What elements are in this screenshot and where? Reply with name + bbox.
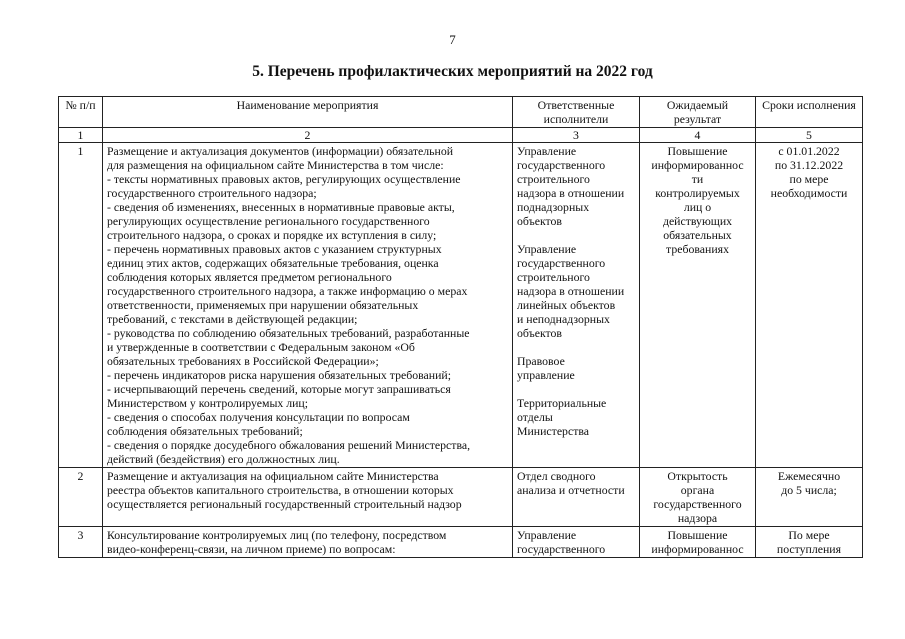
measure-text-line: - перечень индикаторов риска нарушения обязательных требований; [107,368,451,382]
measure-text-line: государственного строительного надзора, а также информацию о мерах [107,284,468,298]
group-spacer [517,228,635,242]
column-number: 5 [756,128,863,143]
result-text-line: действующих [662,214,733,228]
measure-text-line: Министерством у контролируемых лиц; [107,396,309,410]
deadline-text-line: с 01.01.2022 [778,144,840,158]
group-spacer [517,340,635,354]
measure-text-line: - сведения о способах получения консультации по вопросам [107,410,410,424]
column-number: 4 [640,128,756,143]
measure-text-line: - сведения о порядке досудебного обжалования решений Министерства, [107,438,471,452]
header-executors: Ответственные исполнители [513,97,640,128]
measure-text-line: - исчерпывающий перечень сведений, которые могут запрашиваться [107,382,451,396]
measure-text-line: Размещение и актуализация документов (информации) обязательной [107,144,454,158]
expected-result-cell [640,468,756,527]
measure-text-line: осуществляется региональный государственный строительный надзор [107,497,462,511]
measure-text-line: - руководства по соблюдению обязательных требований, разработанные [107,326,470,340]
table-row [59,468,863,527]
executor-text-line: Управление [517,144,577,158]
measure-text-line: действий (бездействия) его должностных лиц. [107,452,340,466]
executor-text-line: строительного [517,270,590,284]
header-deadline: Сроки исполнения [756,97,863,128]
result-text-line: надзора [677,511,718,525]
measure-name-cell [103,527,513,558]
executor-text-line: поднадзорных [517,200,590,214]
deadline-text-line: до 5 числа; [781,483,837,497]
section-title: 5. Перечень профилактических мероприятий на 2022 год [252,63,653,80]
expected-result-cell [640,143,756,468]
deadline-text-line: необходимости [770,186,848,200]
executor-text-line: Министерства [517,424,589,438]
executor-text-line: объектов [517,214,562,228]
column-number: 3 [513,128,640,143]
deadline-cell [756,527,863,558]
executors-cell [513,527,640,558]
measure-text-line: реестра объектов капитального строительства, в отношении которых [107,483,454,497]
group-spacer [517,382,635,396]
executor-text-line: надзора в отношении [517,284,625,298]
result-text-line: информированнос [651,542,744,556]
measure-text-line: ответственности, применяемых при нарушении обязательных [107,298,419,312]
header-measure-name: Наименование мероприятия [103,97,513,128]
result-text-line: органа [680,483,715,497]
measure-text-line: требований, с текстами в действующей редакции; [107,312,358,326]
measure-text-line: единиц этих актов, содержащих обязательные требования, оценка [107,256,439,270]
executor-text-line: отделы [517,410,553,424]
result-text-line: Повышение [667,144,728,158]
deadline-text-line: Ежемесячно [777,469,841,483]
measure-text-line: соблюдения которых является предметом регионального [107,270,392,284]
result-text-line: обязательных [663,228,732,242]
deadline-cell [756,468,863,527]
measure-text-line: - тексты нормативных правовых актов, регулирующих осуществление [107,172,461,186]
row-number: 2 [59,468,103,527]
header-expected-result: Ожидаемый результат [640,97,756,128]
measure-text-line: регулирующих осуществление регионального государственного [107,214,430,228]
measure-name-cell [103,143,513,468]
result-text-line: контролируемых [655,186,740,200]
measure-text-line: Консультирование контролируемых лиц (по телефону, посредством [107,528,447,542]
executor-text-line: управление [517,368,575,382]
measure-text-line: и утвержденные в соответствии с Федеральным законом «Об [107,340,415,354]
measure-text-line: - перечень нормативных правовых актов с указанием структурных [107,242,442,256]
table-row [59,143,863,468]
measure-text-line: - сведения об изменениях, внесенных в нормативные правовые акты, [107,200,455,214]
deadline-text-line: по мере [789,172,829,186]
result-text-line: требованиях [666,242,729,256]
deadline-cell [756,143,863,468]
executor-text-line: государственного [517,256,606,270]
result-text-line: ти [691,172,704,186]
executor-text-line: государственного [517,542,606,556]
measures-table [58,96,863,558]
executor-text-line: линейных объектов [517,298,616,312]
column-number-row [59,128,863,143]
executors-cell [513,143,640,468]
executor-text-line: и неподнадзорных [517,312,610,326]
column-number: 2 [103,128,513,143]
row-number: 3 [59,527,103,558]
row-number: 1 [59,143,103,468]
measure-text-line: государственного строительного надзора; [107,186,317,200]
deadline-text-line: поступления [776,542,842,556]
executor-text-line: анализа и отчетности [517,483,625,497]
column-number: 1 [59,128,103,143]
executor-text-line: Правовое [517,354,565,368]
table-row [59,527,863,558]
deadline-text-line: по 31.12.2022 [774,158,844,172]
executors-cell [513,468,640,527]
result-text-line: государственного [653,497,742,511]
measure-name-cell [103,468,513,527]
executor-text-line: строительного [517,172,590,186]
executor-text-line: надзора в отношении [517,186,625,200]
executor-text-line: Управление [517,242,577,256]
expected-result-cell [640,527,756,558]
header-number: № п/п [59,97,103,128]
measure-text-line: Размещение и актуализация на официальном сайте Министерства [107,469,439,483]
deadline-text-line: По мере [788,528,830,542]
measure-text-line: для размещения на официальном сайте Министерства в том числе: [107,158,444,172]
executor-text-line: государственного [517,158,606,172]
result-text-line: информированнос [651,158,744,172]
measure-text-line: видео-конференц-связи, на личном приеме) по вопросам: [107,542,396,556]
table-header-row [59,97,863,128]
measure-text-line: обязательных требованиях в Российской Федерации»; [107,354,379,368]
measure-text-line: строительного надзора, о сроках и порядке их вступления в силу; [107,228,437,242]
result-text-line: Повышение [667,528,728,542]
executor-text-line: объектов [517,326,562,340]
executor-text-line: Отдел сводного [517,469,596,483]
executor-text-line: Управление [517,528,577,542]
page-number: 7 [449,32,456,47]
measure-text-line: соблюдения обязательных требований; [107,424,303,438]
result-text-line: Открытость [667,469,728,483]
result-text-line: лиц о [683,200,712,214]
executor-text-line: Территориальные [517,396,607,410]
